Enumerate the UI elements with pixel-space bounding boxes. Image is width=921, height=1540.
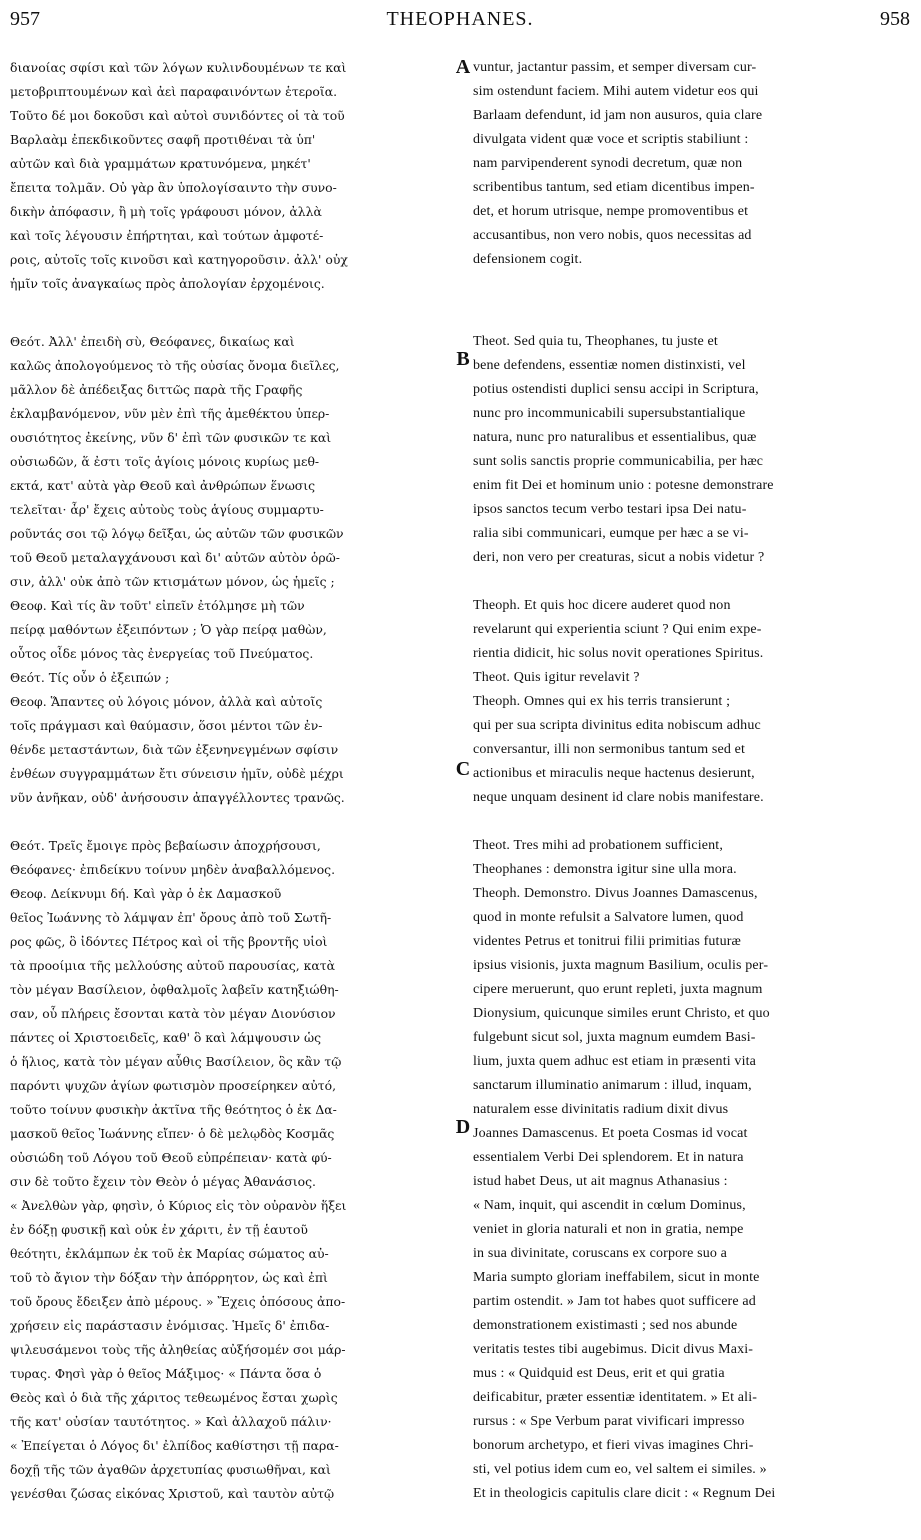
text-line: bonorum archetypo, et fieri vivas imagines Chri- [473, 1438, 754, 1453]
text-line: ἐνθέων συγγραμμάτων ἔτι σύνεισιν ἡμῖν, οὐδὲ μέχρι [10, 766, 344, 781]
text-line: nam parvipenderent synodi decretum, quæ non [473, 156, 743, 171]
text-line: χρήσειν εἰς παράστασιν ἐνόμισας. Ἡμεῖς δ' ἐπιδα- [10, 1318, 330, 1333]
text-line: quod in monte refulsit a Salvatore lumen, quod [473, 910, 744, 925]
text-line: fulgebunt sicut sol, juxta magnum eumdem Basi- [473, 1030, 756, 1045]
text-line: Θεοφ. Καὶ τίς ἂν τοῦτ' εἰπεῖν ἐτόλμησε μὴ τῶν [10, 598, 305, 613]
text-line: Theoph. Omnes qui ex his terris transierunt ; [473, 694, 731, 709]
latin-paragraph-4 [473, 834, 909, 1506]
margin-marker-a: A [455, 56, 471, 78]
text-line: μᾶλλον δὲ ἀπέδειξας διττῶς παρὰ τῆς Γραφῆς [10, 382, 303, 397]
text-line: πείρᾳ μαθόντων ἐξειπόντων ; Ὁ γὰρ πείρᾳ μαθὼν, [10, 622, 327, 637]
text-line: ψιλευσάμενοι τοὺς τῆς ἀληθείας αὐξήσομέν σοι μάρ- [10, 1342, 346, 1357]
text-line: revelarunt qui experientia sciunt ? Qui enim expe- [473, 622, 762, 637]
text-line: sanctarum illuminatio animarum : illud, inquam, [473, 1078, 752, 1093]
text-line: διανοίας σφίσι καὶ τῶν λόγων κυλινδουμένων τε καὶ [10, 60, 347, 75]
text-line: οὐσιωδῶν, ἅ ἐστι τοῖς ἁγίοις μόνοις κυρίως μεθ- [10, 454, 320, 469]
text-line: δικὴν ἀπόφασιν, ἢ μὴ τοῖς γράφουσι μόνον, ἀλλὰ [10, 204, 322, 219]
text-line: ἐν δόξῃ φυσικῇ καὶ οὐκ ἐν χάριτι, ἐν τῇ ἑαυτοῦ [10, 1222, 308, 1237]
greek-paragraph-3 [10, 594, 452, 810]
text-line: Maria sumpto gloriam ineffabilem, sicut in monte [473, 1270, 760, 1285]
text-line: enim fit Dei et hominum unio : potesne demonstrare [473, 478, 774, 493]
text-line: Theot. Tres mihi ad probationem sufficient, [473, 838, 723, 853]
text-line: θεότητι, ἐκλάμπων ἐκ τοῦ ἐκ Μαρίας σώματος αὐ- [10, 1246, 329, 1261]
text-line: qui per sua scripta divinitus edita nobiscum adhuc [473, 718, 761, 733]
text-line: nunc pro incommunicabili supersubstantialique [473, 406, 746, 421]
text-line: Theot. Sed quia tu, Theophanes, tu juste et [473, 334, 718, 349]
text-line: Τοῦτο δέ μοι δοκοῦσι καὶ αὐτοὶ συνιδόντες οἱ τὰ τοῦ [10, 108, 345, 123]
text-line: σαν, οὗ πλήρεις ἔσονται κατὰ τὸν μέγαν Διονύσιον [10, 1006, 336, 1021]
text-line: Βαρλαὰμ ἐπεκδικοῦντες σαφῆ προτιθέναι τὰ ὑπ' [10, 132, 316, 147]
text-line: neque unquam desinent id clare nobis manifestare. [473, 790, 764, 805]
text-line: Barlaam defendunt, id jam non ausuros, quia clare [473, 108, 763, 123]
text-line: accusantibus, non vero nobis, quos necessitas ad [473, 228, 752, 243]
text-line: ipsius visionis, juxta magnum Basilium, oculis per- [473, 958, 769, 973]
text-line: Θεοφ. Ἅπαντες οὐ λόγοις μόνον, ἀλλὰ καὶ αὐτοῖς [10, 694, 323, 709]
page-number-right: 958 [880, 8, 910, 30]
text-line: τοῦ ὄρους ἔδειξεν ἀπὸ μέρους. » Ἔχεις ὁπόσους ἀπο- [10, 1294, 346, 1309]
text-line: τοῦ τὸ ἄγιον τὴν δόξαν τὴν ἀπόρρητον, ὡς καὶ ἐπὶ [10, 1270, 328, 1285]
text-line: ralia sibi communicari, eumque per hæc a se vi- [473, 526, 749, 541]
text-line: τελεῖται· ἆρ' ἔχεις αὐτοὺς τοὺς ἁγίους συμμαρτυ- [10, 502, 324, 517]
text-line: καλῶς ἀπολογούμενος τὸ τῆς οὐσίας ὄνομα διεῖλες, [10, 358, 340, 373]
text-line: πάντες οἱ Χριστοειδεῖς, καθ' ὃ καὶ λάμψουσιν ὡς [10, 1030, 322, 1045]
text-line: Θεόφανες· ἐπιδείκνυ τοίνυν μηδὲν ἀναβαλλόμενος. [10, 862, 336, 877]
text-line: τυρας. Φησὶ γὰρ ὁ θεῖος Μάξιμος· « Πάντα ὅσα ὁ [10, 1366, 322, 1381]
text-line: Theophanes : demonstra igitur sine ulla mora. [473, 862, 737, 877]
text-line: rientia didicit, hic solus novit operationes Spiritus. [473, 646, 764, 661]
text-line: οὗτος οἶδε μόνος τὰς ἐνεργείας τοῦ Πνεύματος. [10, 646, 314, 661]
text-line: τοῖς πράγμασι καὶ θαύμασιν, ὅσοι μέντοι τῶν ἐν- [10, 718, 323, 733]
text-line: sunt solis sanctis proprie communicabilia, per hæc [473, 454, 764, 469]
text-line: ὁ ἥλιος, κατὰ τὸν μέγαν αὖθις Βασίλειον, ὃς κἂν τῷ [10, 1054, 342, 1069]
text-line: Theot. Quis igitur revelavit ? [473, 670, 640, 685]
text-line: « Ἀνελθὼν γὰρ, φησὶν, ὁ Κύριος εἰς τὸν οὐρανὸν ἥξει [10, 1198, 347, 1213]
text-line: ἡμῖν τοῖς ἀναγκαίως πρὸς ἀπολογίαν ἐρχομένοις. [10, 276, 325, 291]
margin-marker-d: D [455, 1116, 471, 1138]
text-line: δοχῇ τῆς τῶν ἀγαθῶν ἀρχετυπίας φυσιωθῆναι, καὶ [10, 1462, 331, 1477]
greek-paragraph-2 [10, 330, 452, 594]
text-line: Θεότ. Ἀλλ' ἐπειδὴ σὺ, Θεόφανες, δικαίως καὶ [10, 334, 295, 349]
text-line: lium, juxta quem adhuc est etiam in præsenti vita [473, 1054, 757, 1069]
text-line: « Nam, inquit, qui ascendit in cœlum Dominus, [473, 1198, 746, 1213]
text-line: deri, non vero per creaturas, sicut a nobis videtur ? [473, 550, 765, 565]
text-line: demonstrationem existimasti ; sed nos abunde [473, 1318, 738, 1333]
text-line: istud habet Deus, ut ait magnus Athanasius : [473, 1174, 728, 1189]
margin-marker-b: B [456, 348, 470, 370]
text-line: μετοβριπτουμένων καὶ ἀεὶ παραφαινόντων ἑτεροῖα. [10, 84, 338, 99]
text-line: divulgata vident quæ voce et scriptis stabiliunt : [473, 132, 749, 147]
text-line: potius ostendisti duplici sensu accipi in Scriptura, [473, 382, 759, 397]
text-line: τὰ προοίμια τῆς μελλούσης αὐτοῦ παρουσίας, κατὰ [10, 958, 335, 973]
text-line: καὶ τοῖς λέγουσιν ἐπήρτηται, καὶ τούτων ἀμφοτέ- [10, 228, 324, 243]
text-line: in sua divinitate, coruscans ex corpore suo a [473, 1246, 728, 1261]
text-line: Θεοφ. Δείκνυμι δή. Καὶ γὰρ ὁ ἐκ Δαμασκοῦ [10, 886, 282, 901]
text-line: Θεὸς καὶ ὁ διὰ τῆς χάριτος τεθεωμένος ἔσται χωρὶς [10, 1390, 338, 1405]
text-line: deificabitur, præter essentiæ identitatem. » Et ali- [473, 1390, 758, 1405]
page-number-left: 957 [10, 8, 40, 30]
text-line: actionibus et miraculis neque hactenus desierunt, [473, 766, 755, 781]
text-line: μασκοῦ θεῖος Ἰωάννης εἴπεν· ὁ δὲ μελῳδὸς Κοσμᾶς [10, 1126, 335, 1141]
text-line: cipere meruerunt, quo erunt repleti, juxta magnum [473, 982, 763, 997]
text-line: Et in theologicis capitulis clare dicit : « Regnum Dei [473, 1486, 776, 1501]
latin-paragraph-2 [473, 330, 909, 570]
text-line: τὸν μέγαν Βασίλειον, ὀφθαλμοῖς λαβεῖν κατηξιώθη- [10, 982, 339, 997]
running-title: THEOPHANES. [386, 8, 534, 30]
greek-paragraph-1 [10, 56, 452, 296]
greek-paragraph-4 [10, 834, 452, 1506]
text-line: παρόντι ψυχῶν ἁγίων φωτισμὸν προσείρηκεν αὐτό, [10, 1078, 337, 1093]
text-line: αὐτῶν καὶ διὰ γραμμάτων κρατυνόμενα, μηκέτ' [10, 156, 311, 171]
text-line: sti, vel potius idem cum eo, vel saltem ei similes. » [473, 1462, 767, 1477]
text-line: τοῦτο τοίνυν φυσικὴν ἀκτῖνα τῆς θεότητος ὁ ἐκ Δα- [10, 1102, 337, 1117]
text-line: ἐκλαμβανόμενον, νῦν μὲν ἐπὶ τῆς ἀμεθέκτου ὑπερ- [10, 406, 330, 421]
margin-marker-c: C [455, 758, 471, 780]
text-line: τῆς κατ' οὐσίαν ταυτότητος. » Καὶ ἀλλαχοῦ πάλιν· [10, 1414, 332, 1429]
text-line: Joannes Damascenus. Et poeta Cosmas id vocat [473, 1126, 748, 1141]
text-line: ἔπειτα τολμᾶν. Οὐ γὰρ ἂν ὑπολογίσαιντο τὴν συνο- [10, 180, 337, 195]
text-line: defensionem cogit. [473, 252, 583, 267]
text-line: « Ἐπείγεται ὁ Λόγος δι' ἐλπίδος καθίστησι τῇ παρα- [10, 1438, 339, 1453]
text-line: partim ostendit. » Jam tot habes quot sufficere ad [473, 1294, 756, 1309]
text-line: Theoph. Et quis hoc dicere auderet quod non [473, 598, 731, 613]
text-line: θεῖος Ἰωάννης τὸ λάμψαν ἐπ' ὄρους ἀπὸ τοῦ Σωτῆ- [10, 910, 332, 925]
text-line: Θεότ. Τίς οὖν ὁ ἐξειπών ; [10, 670, 170, 685]
text-line: ουσιότητος ἐκείνης, νῦν δ' ἐπὶ τῶν φυσικῶν τε καὶ [10, 430, 332, 445]
text-line: Theoph. Demonstro. Divus Joannes Damascenus, [473, 886, 758, 901]
latin-paragraph-3 [473, 594, 909, 810]
text-line: essentialem Verbi Dei splendorem. Et in natura [473, 1150, 744, 1165]
text-line: θένδε μεταστάντων, διὰ τῶν ἐξενηνεγμένων σφίσιν [10, 742, 339, 757]
text-line: σιν δὲ τοῦτο ἔχειν τὸν Θεὸν ὁ μέγας Ἀθανάσιος. [10, 1174, 316, 1189]
text-line: bene defendens, essentiæ nomen distinxisti, vel [473, 358, 746, 373]
text-line: videntes Petrus et tonitrui filii primitias futuræ [473, 934, 742, 949]
text-line: rursus : « Spe Verbum parat vivificari impresso [473, 1414, 745, 1429]
text-line: veniet in gloria naturali et non in gratia, nempe [473, 1222, 744, 1237]
text-line: ρος φῶς, ὃ ἰδόντες Πέτρος καὶ οἱ τῆς βροντῆς υἱοὶ [10, 934, 328, 949]
text-line: Dionysium, quicunque similes erunt Christo, et quo [473, 1006, 770, 1021]
text-line: naturalem esse divinitatis radium dixit divus [473, 1102, 729, 1117]
text-line: mus : « Quidquid est Deus, erit et qui gratia [473, 1366, 725, 1381]
text-line: νῦν ἀνῆκαν, οὐδ' ἀνήσουσιν ἀπαγγέλλοντες τρανῶς. [10, 790, 345, 805]
text-line: scribentibus tantum, sed etiam dicentibus impen- [473, 180, 755, 195]
latin-paragraph-1 [473, 56, 909, 272]
text-line: conversantur, illi non sermonibus tantum sed et [473, 742, 746, 757]
page-header [10, 8, 910, 36]
text-line: οὐσιώδη τοῦ Λόγου τοῦ Θεοῦ εὐπρέπειαν· κατὰ φύ- [10, 1150, 332, 1165]
text-line: ροῦντάς σοι τῷ λόγῳ δεῖξαι, ὡς αὐτῶν τῶν φυσικῶν [10, 526, 344, 541]
text-line: sim ostendunt faciem. Mihi autem videtur eos qui [473, 84, 759, 99]
text-line: εκτά, κατ' αὐτὰ γὰρ Θεοῦ καὶ ἀνθρώπων ἕνωσις [10, 478, 316, 493]
text-line: γενέσθαι ζώσας εἰκόνας Χριστοῦ, καὶ ταυτὸν αὐτῷ [10, 1486, 335, 1501]
text-line: vuntur, jactantur passim, et semper diversam cur- [473, 60, 757, 75]
text-line: ipsos sanctos tecum verbo testari ipsa Dei natu- [473, 502, 747, 517]
text-line: ροις, αὐτοῖς τοῖς κινοῦσι καὶ κατηγοροῦσιν. ἀλλ' οὐχ [10, 252, 348, 267]
text-line: natura, nunc pro naturalibus et essentialibus, quæ [473, 430, 757, 445]
text-line: Θεότ. Τρεῖς ἔμοιγε πρὸς βεβαίωσιν ἀποχρήσουσι, [10, 838, 321, 853]
text-line: σιν, ἀλλ' οὐκ ἀπὸ τῶν κτισμάτων μόνον, ὡς ἡμεῖς ; [10, 574, 335, 589]
text-line: veritatis testes tibi augebimus. Dicit divus Maxi- [473, 1342, 754, 1357]
text-line: τοῦ Θεοῦ μεταλαγχάνουσι καὶ δι' αὐτῶν αὐτὸν ὁρῶ- [10, 550, 340, 565]
text-line: det, et horum utrisque, nempe promoventibus et [473, 204, 749, 219]
